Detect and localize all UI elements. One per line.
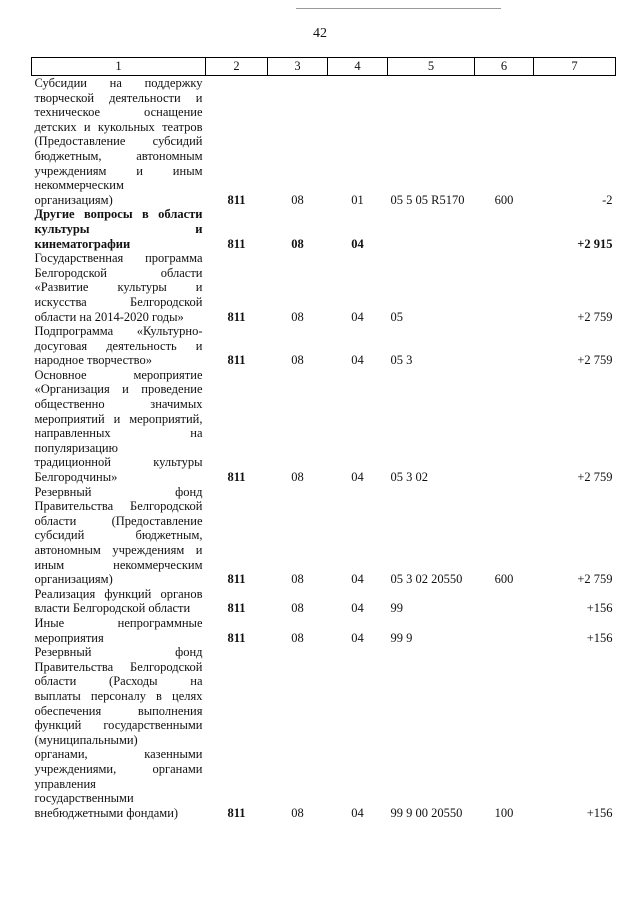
row-name-cell (32, 207, 206, 251)
row-name-cell (32, 485, 206, 587)
table-row (32, 645, 616, 820)
row-name-line: искусства Белгородской (34, 294, 203, 309)
row-subsection-code: 01 (351, 192, 364, 207)
table-body (32, 76, 616, 821)
header-col-5: 5 (388, 58, 475, 76)
row-target-code: 05 3 (390, 353, 413, 368)
row-expense-type (475, 587, 534, 616)
row-name-line: субсидий бюджетным, (34, 528, 203, 543)
row-name-line: Резервный фонд (34, 484, 203, 499)
row-name-line: детских и кукольных театров (34, 119, 203, 134)
table-row (32, 324, 616, 368)
row-name-line: обеспечения выполнения (34, 703, 203, 718)
row-name-cell (32, 368, 206, 485)
row-name-line: Белгородчины» (34, 470, 118, 485)
row-target-code: 99 9 00 20550 (390, 805, 463, 820)
row-name-line: досуговая деятельность и (34, 338, 203, 353)
row-name-line: традиционной культуры (34, 455, 203, 470)
row-name-line: государственными (34, 791, 134, 806)
row-amount: +2 759 (577, 353, 613, 368)
table-row (32, 368, 616, 485)
row-name-line: направленных на (34, 426, 203, 441)
row-ministry-code: 811 (227, 192, 246, 207)
row-subsection-code: 04 (351, 353, 364, 368)
row-section-code: 08 (291, 470, 304, 485)
row-name-line: «Развитие культуры и (34, 280, 203, 295)
row-subsection-code: 04 (351, 805, 364, 820)
row-target-code (388, 207, 475, 251)
row-name-line: Государственная программа (34, 251, 203, 266)
table-row (32, 76, 616, 208)
row-subsection-code: 04 (351, 572, 364, 587)
page-number: 42 (313, 26, 327, 41)
table-row (32, 616, 616, 645)
row-section-code: 08 (291, 309, 304, 324)
row-target-code: 99 (390, 601, 403, 616)
row-ministry-code: 811 (227, 309, 246, 324)
row-expense-type: 100 (494, 805, 514, 820)
row-ministry-code: 811 (227, 805, 246, 820)
row-name-line: власти Белгородской области (34, 601, 191, 616)
row-name-line: мероприятия (34, 630, 104, 645)
row-ministry-code: 811 (227, 630, 246, 645)
row-name-cell (32, 587, 206, 616)
row-subsection-code: 04 (351, 470, 364, 485)
row-amount: +2 759 (577, 572, 613, 587)
table-row (32, 587, 616, 616)
row-ministry-code: 811 (227, 353, 246, 368)
row-amount: +156 (586, 630, 613, 645)
row-section-code: 08 (291, 630, 304, 645)
row-name-line: бюджетным, автономным (34, 148, 203, 163)
row-name-line: Правительства Белгородской (34, 659, 203, 674)
budget-table (31, 57, 616, 820)
row-target-code: 05 3 02 20550 (390, 572, 463, 587)
header-row (32, 58, 616, 76)
header-col-6: 6 (475, 58, 534, 76)
row-name-line: Иные непрограммные (34, 615, 203, 630)
row-name-line: (Предоставление субсидий (34, 134, 203, 149)
row-name-line: области (Предоставление (34, 513, 203, 528)
header-col-2: 2 (206, 58, 268, 76)
row-amount: -2 (602, 192, 613, 207)
row-name-line: организациям) (34, 192, 113, 207)
header-col-7: 7 (534, 58, 616, 76)
row-expense-type (475, 207, 534, 251)
row-subsection-code: 04 (351, 601, 364, 616)
row-name-line: органами, казенными (34, 747, 203, 762)
row-name-line: народное творчество» (34, 353, 152, 368)
row-expense-type (475, 368, 534, 485)
row-section-code: 08 (291, 572, 304, 587)
row-ministry-code: 811 (227, 572, 246, 587)
row-name-line: культуры и (34, 221, 203, 236)
row-name-line: учреждениями, органами (34, 761, 203, 776)
row-name-line: иным некоммерческим (34, 557, 203, 572)
row-subsection-code: 04 (351, 236, 364, 251)
row-expense-type (475, 324, 534, 368)
table-row (32, 251, 616, 324)
row-expense-type (475, 616, 534, 645)
row-name-line: Правительства Белгородской (34, 499, 203, 514)
row-ministry-code: 811 (227, 601, 246, 616)
row-name-line: области на 2014-2020 годы» (34, 309, 184, 324)
row-name-line: управления (34, 776, 96, 791)
row-name-line: Основное мероприятие (34, 367, 203, 382)
row-name-line: области (Расходы на (34, 674, 203, 689)
row-ministry-code: 811 (227, 470, 246, 485)
row-name-line: «Организация и проведение (34, 382, 203, 397)
top-rule (296, 8, 501, 9)
row-name-line: выплаты персоналу в целях (34, 688, 203, 703)
row-target-code: 05 (390, 309, 403, 324)
row-amount: +2 915 (577, 236, 613, 251)
row-name-line: автономным учреждениям и (34, 543, 203, 557)
row-amount: +156 (586, 601, 613, 616)
row-name-line: кинематографии (34, 236, 131, 251)
row-name-line: общественно значимых (34, 397, 203, 412)
row-expense-type: 600 (494, 192, 514, 207)
row-name-line: Подпрограмма «Культурно- (34, 324, 203, 339)
row-name-line: Белгородской области (34, 265, 203, 280)
row-amount: +156 (586, 805, 613, 820)
row-name-cell (32, 645, 206, 820)
row-name-line: Резервный фонд (34, 645, 203, 660)
row-section-code: 08 (291, 601, 304, 616)
row-expense-type (475, 251, 534, 324)
row-target-code: 05 3 02 (390, 470, 428, 485)
row-target-code: 99 9 (390, 630, 413, 645)
table-row (32, 207, 616, 251)
row-section-code: 08 (291, 353, 304, 368)
row-name-cell (32, 76, 206, 208)
row-name-line: Субсидии на поддержку (34, 76, 203, 90)
row-name-line: внебюджетными фондами) (34, 805, 179, 820)
row-section-code: 08 (291, 236, 304, 251)
row-name-line: учреждениям и иным (34, 163, 203, 178)
row-name-cell (32, 616, 206, 645)
row-name-line: некоммерческим (34, 178, 124, 193)
row-name-line: мероприятий и мероприятий, (34, 411, 203, 426)
header-col-1: 1 (32, 58, 206, 76)
row-section-code: 08 (291, 805, 304, 820)
row-expense-type: 600 (494, 572, 514, 587)
row-name-cell (32, 251, 206, 324)
row-name-line: Другие вопросы в области (34, 207, 203, 222)
row-name-cell (32, 324, 206, 368)
row-subsection-code: 04 (351, 630, 364, 645)
row-target-code: 05 5 05 R5170 (390, 192, 465, 207)
row-name-line: Реализация функций органов (34, 586, 203, 601)
row-name-line: популяризацию (34, 440, 118, 455)
table-row (32, 485, 616, 587)
row-ministry-code: 811 (227, 236, 246, 251)
row-subsection-code: 04 (351, 309, 364, 324)
row-section-code: 08 (291, 192, 304, 207)
row-name-line: (муниципальными) (34, 732, 138, 747)
row-name-line: техническое оснащение (34, 105, 203, 120)
row-amount: +2 759 (577, 309, 613, 324)
header-col-3: 3 (268, 58, 328, 76)
row-name-line: организациям) (34, 572, 113, 587)
row-name-line: творческой деятельности и (34, 90, 203, 105)
header-col-4: 4 (328, 58, 388, 76)
row-name-line: функций государственными (34, 718, 203, 733)
row-amount: +2 759 (577, 470, 613, 485)
